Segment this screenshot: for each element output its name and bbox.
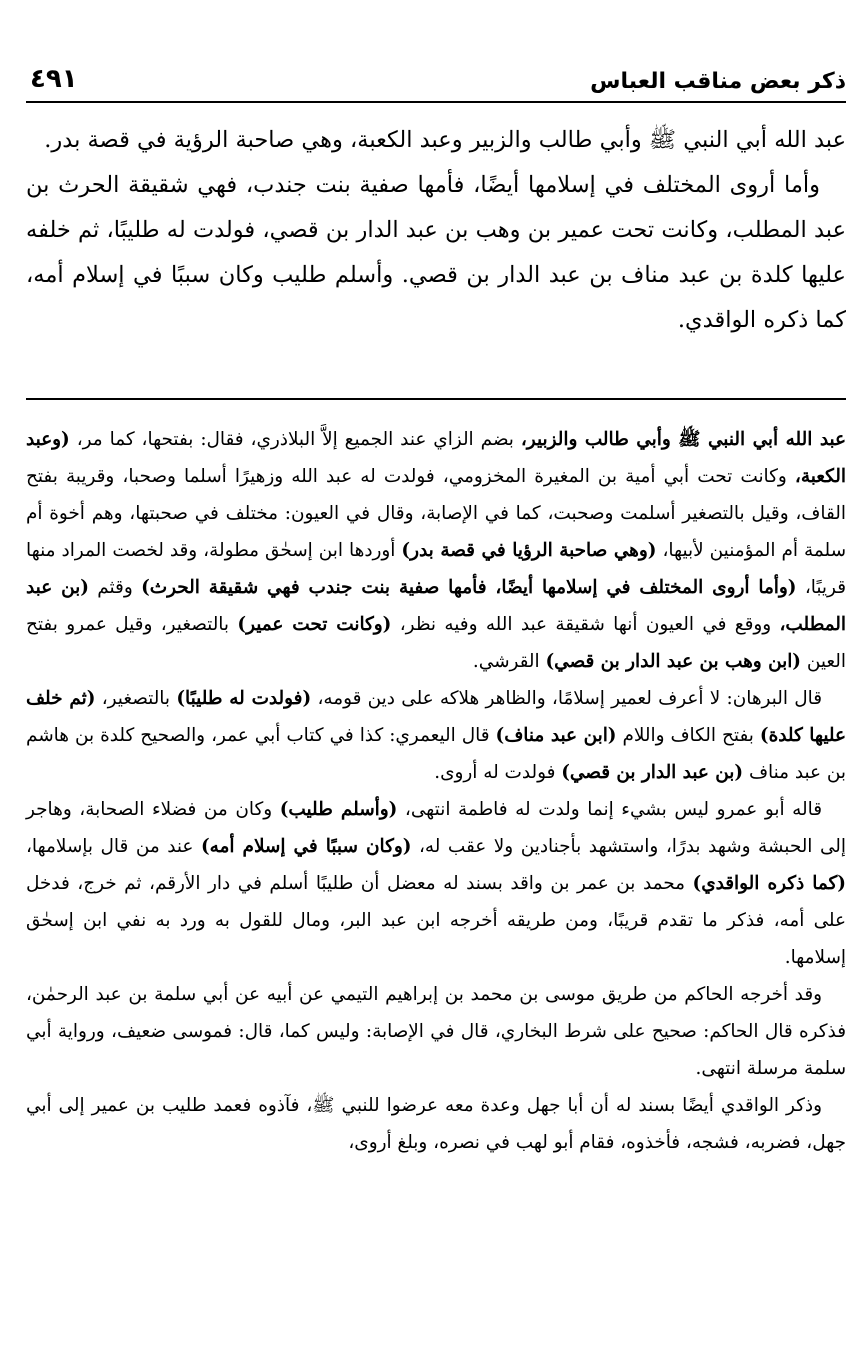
commentary-paragraph [26,791,846,976]
commentary-text: وقثم [88,577,142,598]
commentary-text: قال البرهان: لا أعرف لعمير إسلامًا، والظاهر هلاكه على دين قومه، [311,688,822,709]
running-title: ذكر بعض مناقب العباس [590,69,846,94]
commentary-text: بفتح الكاف واللام [616,725,760,746]
quoted-lemma: (ابن عبد مناف) [495,725,617,746]
quoted-lemma: (وكانت تحت عمير) [237,614,392,635]
main-text [26,118,846,343]
header-rule [26,101,846,103]
quoted-lemma: (وكان سببًا في إسلام أمه) [200,836,412,857]
commentary-text: بضم الزاي عند الجميع إلاَّ البلاذري، فقال: بفتحها، كما مر، [69,429,521,450]
commentary-text: قال اليعمري: كذا في كتاب أبي عمر، والصحيح كلدة بن هاشم بن عبد مناف [26,725,846,783]
quoted-lemma: (ثم خلف عليها كلدة) [26,688,846,746]
page-number: ٤٩١ [30,64,78,94]
commentary-text: القرشي. [472,651,546,672]
main-paragraph: عبد الله أبي النبي ﷺ وأبي طالب والزبير وعبد الكعبة، وهي صاحبة الرؤية في قصة بدر. [44,127,846,153]
commentary-paragraph [26,976,846,1087]
commentary-text: فولدت له أروى. [434,762,562,783]
main-paragraph: وأما أروى المختلف في إسلامها أيضًا، فأمها صفية بنت جندب، فهي شقيقة الحرث بن عبد المطلب، وكانت تحت عمير بن وهب بن عبد الدار بن قصي، فولدت له طليبًا، ثم خلفه عليها كلدة بن عبد مناف بن عبد الدار بن قصي. وأسلم طليب وكان سببًا في إسلام أمه، كما ذكره الواقدي. [26,172,846,333]
commentary-paragraph [26,1087,846,1161]
quoted-lemma: (فولدت له طليبًا) [176,688,312,709]
quoted-lemma: (ابن وهب بن عبد الدار بن قصي) [545,651,802,672]
commentary-text: وكان من فضلاء الصحابة، وهاجر إلى الحبشة وشهد بدرًا، واستشهد بأجنادين ولا عقب له، [26,799,847,857]
commentary-text: بالتصغير، [95,688,177,709]
commentary-text: وذكر الواقدي أيضًا بسند له أن أبا جهل وعدة معه عرضوا للنبي ﷺ، فآذوه فعمد طليب بن عمير إلى أبي جهل، فضربه، فشجه، فأخذوه، فقام أبو لهب في نصره، وبلغ أروى، [26,1095,846,1153]
quoted-lemma: (كما ذكره الواقدي) [692,873,846,894]
quoted-lemma: (وهي صاحبة الرؤيا في قصة بدر) [401,540,657,561]
commentary-paragraph [26,421,846,680]
commentary-paragraph [26,680,846,791]
quoted-lemma: عبد الله أبي النبي ﷺ وأبي طالب والزبير، [520,429,846,450]
quoted-lemma: (وأسلم طليب) [279,799,398,820]
page-header [26,50,846,94]
commentary-text: ووقع في العيون أنها شقيقة عبد الله وفيه نظر، [391,614,780,635]
quoted-lemma: (وعبد الكعبة، [26,429,846,487]
separator-rule [26,398,846,400]
quoted-lemma: (بن عبد الدار بن قصي) [561,762,744,783]
commentary-text: وكانت تحت أبي أمية بن المغيرة المخزومي، فولدت له عبد الله وزهيرًا أسلما وصحبا، وقريبة بفتح القاف، وقيل بالتصغير أسلمت وصحبت، كما في الإصابة، وقال في العيون: مختلف في صحبتها، وهم أخوة أم سلمة أم المؤمنين لأبيها، [26,466,847,561]
commentary-text: وقد أخرجه الحاكم من طريق موسى بن محمد بن إبراهيم التيمي عن أبيه عن أبي سلمة بن عبد الرحمٰن، فذكره قال الحاكم: صحيح على شرط البخاري، قال في الإصابة: وليس كما، قال: فموسى ضعيف، ورواية أبي سلمة مرسلة انتهى. [26,984,846,1079]
commentary-text: قاله أبو عمرو ليس بشيء إنما ولدت له فاطمة انتهى، [397,799,823,820]
commentary-text: بالتصغير، وقيل عمرو بفتح العين [26,614,846,672]
commentary-text: أوردها ابن إسحٰق مطولة، وقد لخصت المراد منها قريبًا، [26,540,846,598]
commentary-text: عند من قال بإسلامها، [26,836,201,857]
commentary-section [26,421,846,1161]
commentary-text: محمد بن عمر بن واقد بسند له معضل أن طليبًا أسلم في دار الأرقم، ثم خرج، فدخل على أمه، فذكر ما تقدم قريبًا، ومن طريقه أخرجه ابن عبد البر، ومال للقول به ورد به نفي ابن إسحٰق إسلامها. [26,873,846,968]
quoted-lemma: (وأما أروى المختلف في إسلامها أيضًا، فأمها صفية بنت جندب فهي شقيقة الحرث) [141,577,797,598]
quoted-lemma: (بن عبد المطلب، [26,577,847,635]
